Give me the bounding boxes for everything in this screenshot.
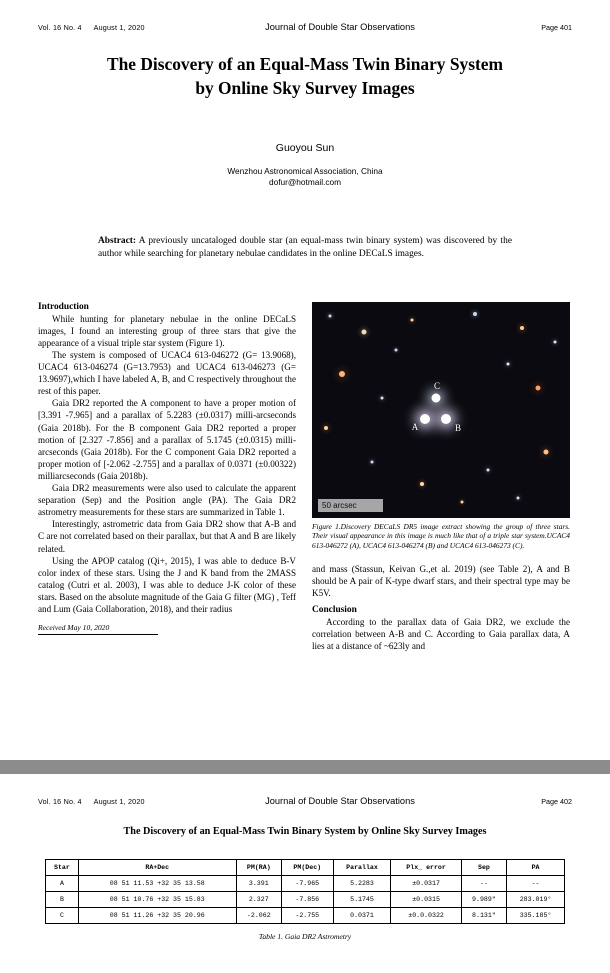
figure-image xyxy=(312,302,570,518)
cell-pmdec: -2.755 xyxy=(281,908,333,924)
star-speck xyxy=(371,460,374,463)
paragraph: and mass (Stassun, Keivan G.,et al. 2019) (see Table 2), A and B should be A pair of K-type dwarf stars, and their spectral type may be K5V. xyxy=(312,563,570,598)
star-speck xyxy=(536,385,541,390)
figure-label-b: B xyxy=(454,422,462,433)
author-name: Guoyou Sun xyxy=(275,142,335,155)
volume-text: Vol. 16 No. 4 xyxy=(38,797,82,806)
cell-radec: 08 51 11.26 +32 35 20.96 xyxy=(78,908,236,924)
table-row xyxy=(46,876,565,892)
column-header-star: Star xyxy=(46,860,79,876)
cell-pmra: 2.327 xyxy=(236,892,281,908)
star-speck xyxy=(520,326,524,330)
star-speck xyxy=(461,500,464,503)
right-column xyxy=(312,302,570,652)
cell-star: A xyxy=(46,876,79,892)
cell-star: B xyxy=(46,892,79,908)
running-head xyxy=(38,796,572,806)
cell-star: C xyxy=(46,908,79,924)
abstract xyxy=(98,235,512,262)
figure-caption: Figure 1.Discovery DECaLS DR5 image extract showing the group of three stars. Their visual appearance in this image is much like that of a triple star system.UCAC4 613-046272 (A), UCAC4 613-046274 (B) and UCAC4 613-046273 (C). xyxy=(312,521,570,550)
paragraph: The system is composed of UCAC4 613-046272 (G= 13.9068), UCAC4 613-046274 (G=13.7953) and UCAC4 613-046273 (G= 13.9697),which I have labeled A, B, and C respectively throughout the rest of this paper. xyxy=(38,350,296,397)
cell-parallax: 5.1745 xyxy=(333,892,391,908)
author-block xyxy=(38,142,572,187)
star-speck xyxy=(473,312,477,316)
page-title xyxy=(38,52,572,100)
paragraph: Gaia DR2 measurements were also used to calculate the apparent separation (Sep) and the Position angle (PA). The Gaia DR2 astrometry measurements for these stars are summarized in Table 1. xyxy=(38,483,296,518)
paragraph: Interestingly, astrometric data from Gaia DR2 show that A-B and C are not correlated based on their parallax, but that A and B are likely related. xyxy=(38,519,296,554)
paragraph: Using the APOP catalog (Qi+, 2015), I was able to deduce B-V color index of these stars. Using the J and K band from the 2MASS catalog (Cutri et al. 2003), I was able to deduce J-K color of these stars. Based on the absolute magnitude of the Gaia G filter (MG) , Teff and Lum (Gaia Collaboration, 2018), and their radius xyxy=(38,555,296,614)
star-a xyxy=(420,414,430,424)
two-column-body xyxy=(38,302,572,652)
star-speck xyxy=(554,340,557,343)
page-2 xyxy=(0,774,610,973)
author-affiliation: Wenzhou Astronomical Association, China xyxy=(227,166,383,177)
cell-pmdec: -7.965 xyxy=(281,876,333,892)
section-heading-conclusion: Conclusion xyxy=(312,604,357,615)
cell-pa: 283.019° xyxy=(507,892,565,908)
table-header-row xyxy=(46,860,565,876)
star-speck xyxy=(395,348,398,351)
figure-1 xyxy=(312,302,570,551)
column-header-radec: RA+Dec xyxy=(78,860,236,876)
journal-title: Journal of Double Star Observations xyxy=(265,796,415,806)
journal-title: Journal of Double Star Observations xyxy=(265,22,415,32)
column-header-parallax: Parallax xyxy=(333,860,391,876)
received-date: Received May 10, 2020 xyxy=(38,623,158,635)
page2-title-text-2: by Online Sky Survey Images xyxy=(358,826,487,837)
cell-parallax: 5.2283 xyxy=(333,876,391,892)
star-speck xyxy=(487,468,490,471)
author-email: dofur@hotmail.com xyxy=(268,177,342,188)
left-column xyxy=(38,302,296,652)
cell-sep: -- xyxy=(461,876,506,892)
figure-label-c: C xyxy=(433,380,441,391)
cell-pmra: 3.391 xyxy=(236,876,281,892)
star-c xyxy=(432,393,441,402)
page-number: Page 402 xyxy=(541,797,572,806)
star-speck xyxy=(544,449,549,454)
star-speck xyxy=(507,362,510,365)
table-row xyxy=(46,892,565,908)
abstract-text: A previously uncataloged double star (an equal-mass twin binary system) was discovered by the author while searching for planetary nebulae candidates in the online DECaLS images. xyxy=(98,236,512,260)
paragraph: According to the parallax data of Gaia DR2, we exclude the correlation between A-B and C. According to Gaia parallax data, A lies at a distance of ~623ly and xyxy=(312,616,570,652)
column-header-pmdec: PM(Dec) xyxy=(281,860,333,876)
cell-pmra: -2.062 xyxy=(236,908,281,924)
cell-plx-error: ±0.0.0322 xyxy=(391,908,461,924)
column-header-pmra: PM(RA) xyxy=(236,860,281,876)
page-number: Page 401 xyxy=(541,23,572,32)
cell-parallax: 0.0371 xyxy=(333,908,391,924)
star-speck xyxy=(329,314,332,317)
cell-pa: -- xyxy=(507,876,565,892)
paragraph: Gaia DR2 reported the A component to have a proper motion of [3.391 -7.965] and a parallax of 5.2283 (±0.0317) milli-arcseconds (Gaia 2018b). For the B component Gaia DR2 reported a proper motion of [2.327 -7.856] and a parallax of 5.1745 (±0.0315) milli-arcseconds (Gaia 2018b). For the C component Gaia DR2 reported a proper motion of [-2.062 -2.755] and a parallax of 0.0371 (±0.00322) milliarcseconds (Gaia 2018b). xyxy=(38,398,296,481)
star-speck xyxy=(411,318,414,321)
page-separator xyxy=(0,760,610,774)
scale-bar: 50 arcsec xyxy=(318,499,383,512)
cell-pmdec: -7.856 xyxy=(281,892,333,908)
running-head xyxy=(38,22,572,32)
table-caption: Table 1. Gaia DR2 Astrometry xyxy=(258,932,352,941)
issue-date: August 1, 2020 xyxy=(93,23,145,32)
page2-running-title xyxy=(38,826,572,837)
runhead-left xyxy=(38,23,188,32)
cell-sep: 8.131" xyxy=(461,908,506,924)
column-header-pa: PA xyxy=(507,860,565,876)
table-row xyxy=(46,908,565,924)
section-heading-introduction: Introduction xyxy=(38,301,89,312)
cell-sep: 9.989" xyxy=(461,892,506,908)
cell-plx-error: ±0.0317 xyxy=(391,876,461,892)
cell-radec: 08 51 11.53 +32 35 13.58 xyxy=(78,876,236,892)
title-line-2: by Online Sky Survey Images xyxy=(195,78,415,99)
column-header-sep: Sep xyxy=(461,860,506,876)
star-speck xyxy=(381,396,384,399)
star-b xyxy=(441,414,451,424)
volume-text: Vol. 16 No. 4 xyxy=(38,23,82,32)
title-line-1: The Discovery of an Equal-Mass Twin Binary System xyxy=(107,54,503,74)
star-speck xyxy=(362,329,367,334)
cell-plx-error: ±0.0315 xyxy=(391,892,461,908)
star-speck xyxy=(339,371,345,377)
issue-date: August 1, 2020 xyxy=(93,797,145,806)
star-speck xyxy=(517,496,520,499)
page2-title-text: The Discovery of an Equal-Mass Twin Binary System xyxy=(123,826,356,837)
star-speck xyxy=(324,426,328,430)
column-header-plx-error: Plx_ error xyxy=(391,860,461,876)
cell-radec: 08 51 10.76 +32 35 15.83 xyxy=(78,892,236,908)
paragraph: While hunting for planetary nebulae in the online DECaLS images, I found an interesting group of three stars that give the appearance of a visual triple star system (Figure 1). xyxy=(38,313,296,348)
abstract-label: Abstract: xyxy=(98,236,137,247)
cell-pa: 335.185° xyxy=(507,908,565,924)
figure-label-a: A xyxy=(411,421,419,432)
gaia-astrometry-table xyxy=(45,859,565,924)
runhead-left xyxy=(38,797,188,806)
star-speck xyxy=(420,482,424,486)
